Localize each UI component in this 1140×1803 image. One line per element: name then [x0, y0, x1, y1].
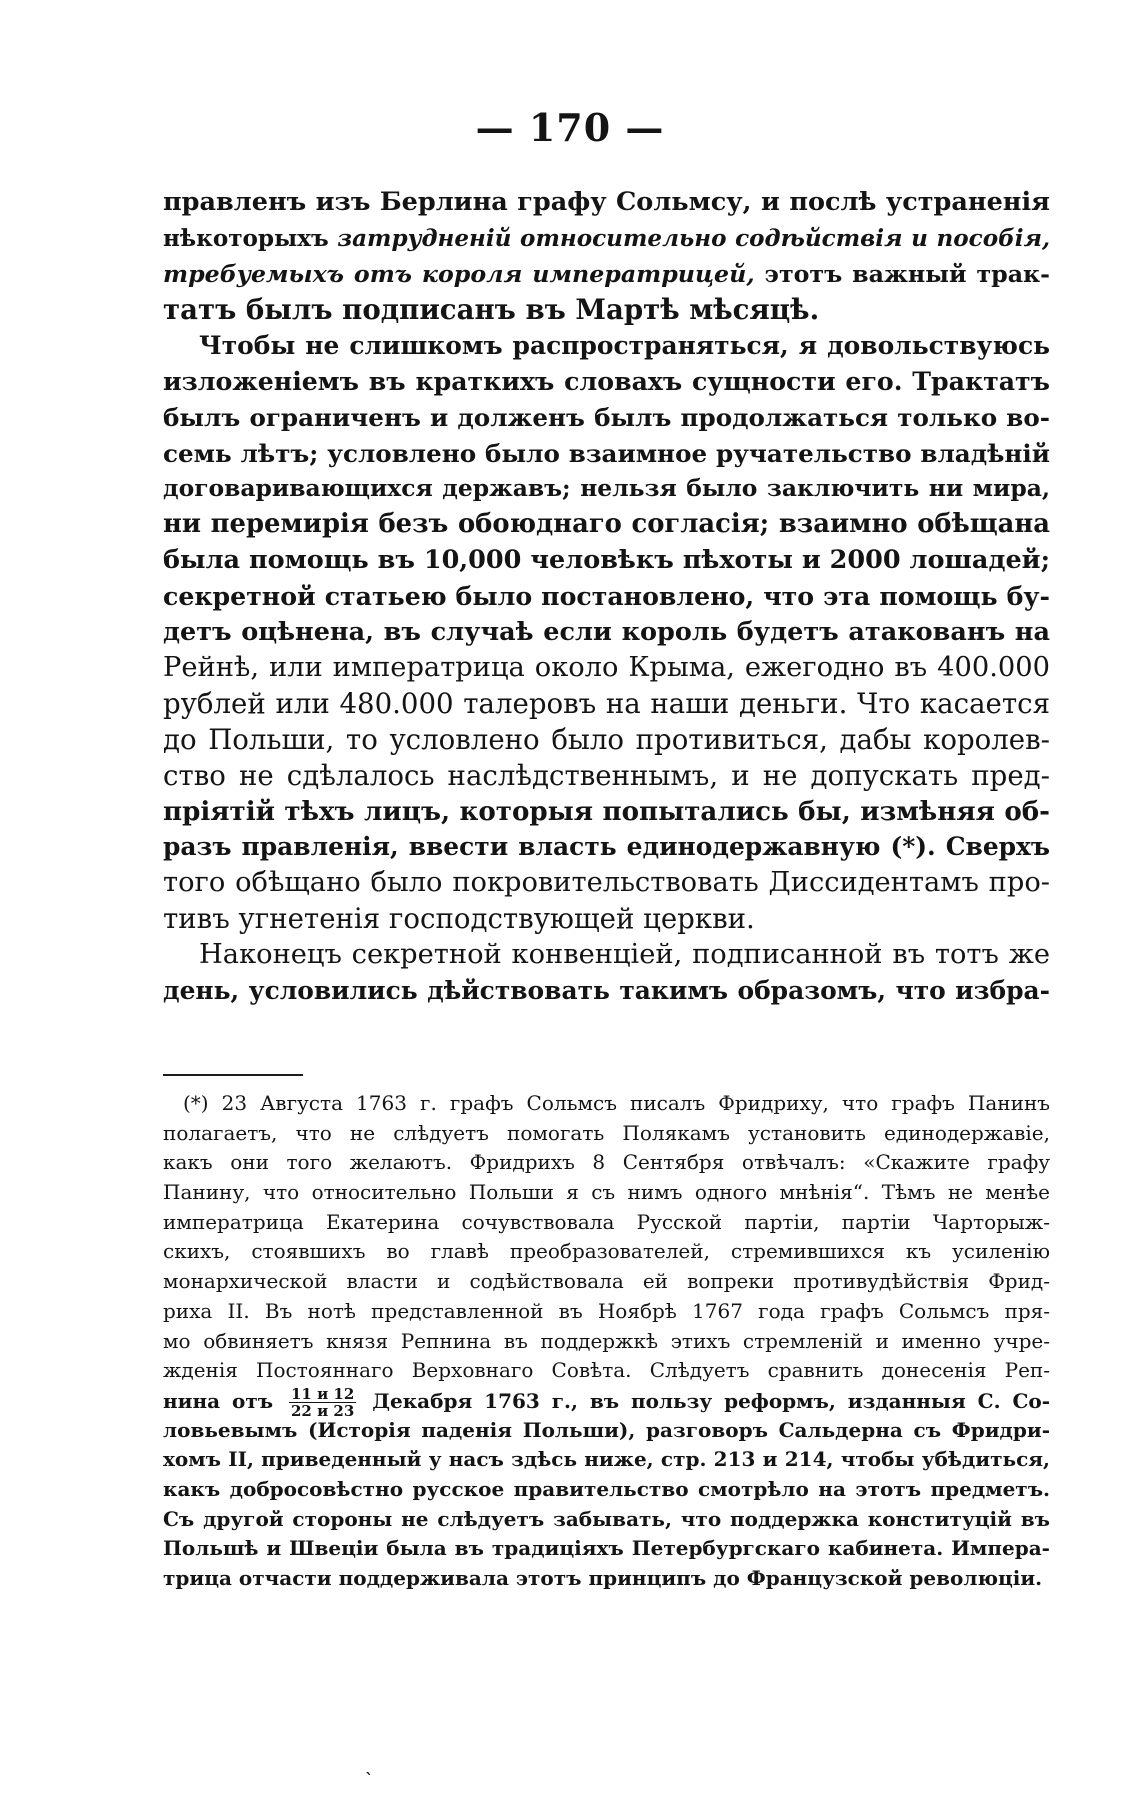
- footnote: [163, 1089, 1050, 1594]
- footnote-line: ловьевымъ (Исторія паденія Польши), разговоръ Сальдерна съ Фридри-: [163, 1417, 1050, 1442]
- italic-phrase: затрудненій относительно содѣйствія и пособія,: [337, 224, 1051, 252]
- footnote-line: (*) 23 Августа 1763 г. графъ Сольмсъ писалъ Фридриху, что графъ Панинъ: [183, 1091, 1050, 1115]
- footnote-line: нина отъ $\frac{11 и 12}{22 и 23}$ Декабря 1763 г., въ пользу реформъ, изданныя С. Со-: [163, 1384, 1051, 1420]
- text-line: ни перемирія безъ обоюднаго согласія; взаимно обѣщана: [163, 509, 1050, 540]
- footnote-line: Съ другой стороны не слѣдуетъ забывать, что поддержка конституцій въ: [163, 1506, 1050, 1531]
- footnote-line: какъ добросовѣстно русское правительство смотрѣло на этотъ предметъ.: [163, 1476, 1050, 1501]
- text-line: была помощь въ 10,000 человѣкъ пѣхоты и 2000 лошадей;: [163, 544, 1050, 575]
- ink-speck: ˋ: [365, 1770, 373, 1789]
- text-line: разъ правленія, ввести власть единодержавную (*). Сверхъ: [163, 832, 1050, 862]
- text-line: детъ оцѣнена, въ случаѣ если король будетъ атакованъ на: [163, 616, 1050, 647]
- text-line: Рейнѣ, или императрица около Крыма, ежегодно въ 400.000: [163, 652, 1050, 684]
- main-text: [163, 185, 1050, 1008]
- footnote-line: хомъ II, приведенный у насъ здѣсь ниже, стр. 213 и 214, чтобы убѣдиться,: [163, 1447, 1050, 1472]
- text-line: ство не сдѣлалось наслѣдственнымъ, и не допускать пред-: [163, 758, 1050, 792]
- page-number: — 170 —: [475, 105, 665, 150]
- footnote-line: какъ они того желаютъ. Фридрихъ 8 Сентября отвѣчалъ: «Скажите графу: [163, 1150, 1050, 1175]
- footnote-line: полагаетъ, что не слѣдуетъ помогать Полякамъ установить единодержавіе,: [163, 1120, 1050, 1145]
- text-line: рублей или 480.000 талеровъ на наши деньги. Что касается: [163, 687, 1050, 721]
- text-line: семь лѣтъ; условлено было взаимное ручательство владѣній: [163, 438, 1050, 468]
- text-line: того обѣщано было покровительствовать Диссидентамъ про-: [163, 867, 1050, 899]
- text-line: тивъ угнетенія господствующей церкви.: [163, 901, 755, 935]
- text-line: секретной статьею было постановлено, что эта помощь бу-: [163, 580, 1050, 611]
- text-line: нѣкоторыхъ затрудненій относительно содѣйствія и пособія,: [163, 224, 1051, 252]
- footnote-line: трица отчасти поддерживала этотъ принципъ до Французской революціи.: [163, 1566, 1043, 1590]
- fraction-numerator: 11 и 12: [290, 1384, 355, 1403]
- date-fraction: [289, 1386, 356, 1419]
- fraction-denominator: 22 и 23: [290, 1401, 355, 1420]
- text-line: татъ былъ подписанъ въ Мартѣ мѣсяцѣ.: [163, 293, 820, 327]
- footnote-divider: [163, 1074, 303, 1076]
- text-line: былъ ограниченъ и долженъ былъ продолжаться только во-: [163, 402, 1050, 432]
- footnote-line: монархической власти и содѣйствовала ей вопреки противудѣйствія Фрид-: [163, 1269, 1050, 1294]
- text-line: изложеніемъ въ краткихъ словахъ сущности его. Трактатъ: [163, 365, 1050, 396]
- text-line: день, условились дѣйствовать такимъ образомъ, что избра-: [163, 975, 1050, 1005]
- text-line: договаривающихся державъ; нельзя было заключить ни мира,: [163, 474, 1050, 503]
- footnote-line: императрица Екатерина сочувствовала Русской партіи, партіи Чарторыж-: [163, 1209, 1050, 1234]
- footnote-line: мо обвиняетъ князя Репнина въ поддержкѣ этихъ стремленій и именно учре-: [163, 1328, 1050, 1353]
- text-line: Чтобы не слишкомъ распространяться, я довольствуюсь: [199, 331, 1050, 361]
- text-line: пріятій тѣхъ лицъ, которыя попытались бы, измѣняя об-: [163, 795, 1050, 827]
- text-line: требуемыхъ отъ короля императрицей, этотъ важный трак-: [163, 259, 1050, 288]
- footnote-line: жденія Постояннаго Верховнаго Совѣта. Слѣдуетъ сравнить донесенія Реп-: [163, 1358, 1050, 1383]
- footnote-line: Польшѣ и Швеціи была въ традиціяхъ Петербургскаго кабинета. Импера-: [163, 1536, 1050, 1561]
- italic-phrase: требуемыхъ отъ короля императрицей,: [163, 259, 755, 288]
- footnote-line: риха II. Въ нотѣ представленной въ Ноябрѣ 1767 года графъ Сольмсъ пря-: [163, 1298, 1050, 1323]
- footnote-line: Панину, что относительно Польши я съ нимъ одного мнѣнія“. Тѣмъ не менѣе: [163, 1180, 1050, 1205]
- footnote-line: скихъ, стоявшихъ во главѣ преобразователей, стремившихся къ усиленію: [163, 1239, 1050, 1264]
- text-line: до Польши, то условлено было противиться, дабы королев-: [163, 722, 1050, 756]
- text-line: Наконецъ секретной конвенціей, подписанной въ тотъ же: [199, 938, 1050, 970]
- text-line: правленъ изъ Берлина графу Сольмсу, и послѣ устраненія: [163, 187, 1050, 217]
